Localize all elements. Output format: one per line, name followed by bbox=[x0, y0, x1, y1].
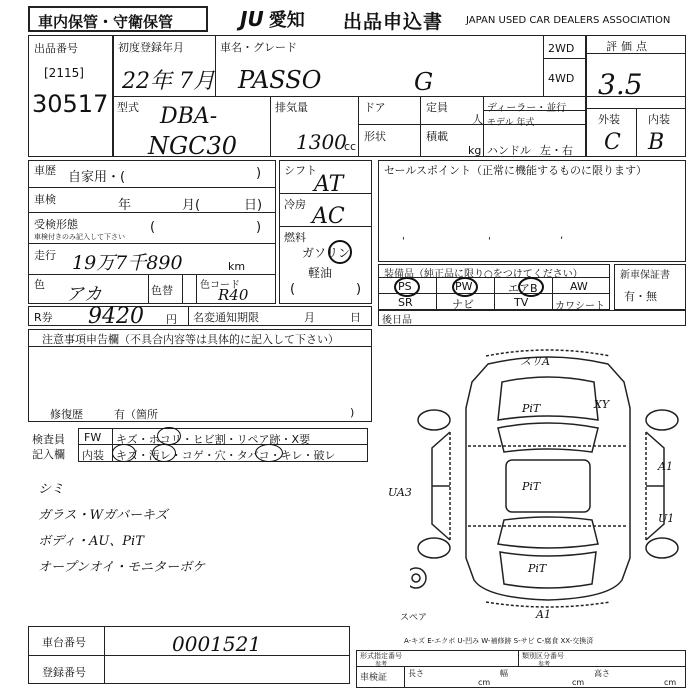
inspector-fw-items: キズ・ホコリ・ヒビ割・リペア跡・X要 bbox=[116, 433, 311, 446]
equipment-sr: SR bbox=[398, 296, 413, 309]
height-label: 高さ bbox=[594, 669, 610, 678]
model-name: PASSO bbox=[238, 66, 322, 94]
int-tobacco-circle bbox=[255, 444, 283, 462]
load-unit: kg bbox=[468, 144, 482, 157]
type-label: 型式 bbox=[117, 101, 139, 114]
pw-circle bbox=[452, 277, 478, 297]
first-registration-value: 22年 7月 bbox=[122, 69, 215, 94]
shift-value: AT bbox=[314, 172, 344, 197]
receipt-open: ( bbox=[150, 220, 156, 235]
inspector-fw-label: FW bbox=[84, 431, 102, 444]
diagram-label-hood: PiT bbox=[522, 402, 541, 415]
exterior-grade: C bbox=[604, 130, 621, 155]
storage-badge-text: 車内保管・守衛保管 bbox=[38, 13, 174, 31]
fuel-close: ) bbox=[356, 282, 362, 297]
load-label: 積載 bbox=[426, 130, 448, 143]
storage-badge bbox=[28, 6, 208, 32]
inspector-interior-label: 内装 bbox=[82, 449, 104, 462]
equipment-ps: PS bbox=[398, 280, 412, 293]
airbag-circle bbox=[518, 277, 544, 297]
name-change-label: 名変通知期限 bbox=[193, 311, 259, 324]
fuel-gasoline: ガソリン bbox=[302, 246, 351, 260]
class-designation-ref: 参考 bbox=[538, 661, 551, 668]
drive-4wd: 4WD bbox=[548, 72, 575, 85]
int-dirt-circle bbox=[152, 444, 176, 462]
inspector-note-1: シミ bbox=[38, 482, 65, 497]
history-value: 自家用・( bbox=[68, 170, 126, 185]
spare-label: スペア bbox=[400, 613, 428, 623]
diagram-label-right-1: A1 bbox=[658, 460, 673, 473]
handle-options: 左・右 bbox=[540, 144, 573, 157]
int-scratch-circle bbox=[112, 444, 136, 462]
history-label: 車歴 bbox=[34, 164, 56, 177]
length-unit: cm bbox=[478, 678, 491, 687]
diagram-label-xy: XY bbox=[594, 398, 610, 411]
shaken-year: 年 bbox=[118, 198, 132, 213]
lot-number: 30517 bbox=[32, 90, 109, 118]
mileage-label: 走行 bbox=[34, 249, 56, 262]
exterior-label: 外装 bbox=[598, 113, 620, 126]
displacement-label: 排気量 bbox=[275, 101, 308, 114]
recycle-value: 9420 bbox=[88, 304, 144, 329]
inspector-note-3: ボディ・AU、PiT bbox=[38, 534, 144, 549]
diagram-label-right-2: U1 bbox=[658, 512, 675, 525]
type-value-2: NGC30 bbox=[148, 132, 238, 160]
equipment-navi: ナビ bbox=[452, 298, 474, 311]
inspector-note-2: ガラス・Wガバーキズ bbox=[38, 508, 168, 523]
ac-label: 冷房 bbox=[284, 198, 306, 211]
repair-history-label: 修復歴 bbox=[50, 408, 83, 421]
displacement-unit: cc bbox=[344, 140, 357, 153]
color-label: 色 bbox=[34, 278, 45, 291]
equipment-label: 装備品（純正品に限り○をつけてください） bbox=[384, 269, 583, 280]
drive-2wd: 2WD bbox=[548, 42, 575, 55]
ju-logo-text: JU bbox=[240, 7, 264, 31]
sales-point-label: セールスポイント（正常に機能するものに限ります） bbox=[384, 164, 648, 177]
door-label: ドア bbox=[364, 101, 386, 114]
receipt-form-note: 車検付きのみ記入して下さい bbox=[34, 233, 125, 241]
handle-label: ハンドル bbox=[487, 144, 531, 157]
receipt-close: ) bbox=[256, 220, 262, 235]
chassis-number: 0001521 bbox=[172, 632, 262, 656]
shape-label: 形状 bbox=[364, 130, 386, 143]
vehicle-cert-label: 車検証 bbox=[360, 673, 388, 683]
recycle-label: R券 bbox=[34, 311, 53, 324]
form-title: 出品申込書 bbox=[343, 11, 444, 33]
fuel-diesel: 軽油 bbox=[308, 266, 333, 280]
lot-sub-code: [2115] bbox=[44, 66, 84, 80]
mileage-unit: km bbox=[228, 260, 246, 273]
interior-grade: B bbox=[648, 130, 665, 155]
car-damage-diagram bbox=[410, 348, 686, 610]
diagram-label-left: UA3 bbox=[388, 486, 412, 499]
warranty-label: 新車保証書 bbox=[620, 270, 670, 281]
fuel-open: ( bbox=[290, 282, 296, 297]
shaken-label: 車検 bbox=[34, 193, 56, 206]
height-unit: cm bbox=[664, 678, 677, 687]
dealer-parallel-label: ディーラー・並行 bbox=[487, 103, 567, 114]
type-designation-label: 形式指定番号 bbox=[360, 652, 402, 660]
mileage-value: 19万7千890 bbox=[72, 252, 183, 274]
diagram-label-bottom: A1 bbox=[536, 608, 551, 621]
length-label: 長さ bbox=[408, 669, 424, 678]
vehicle-cert-frame bbox=[356, 650, 686, 688]
chassis-label: 車台番号 bbox=[42, 636, 86, 649]
class-designation-label: 類別区分番号 bbox=[522, 652, 564, 660]
rating-label: 評価点 bbox=[606, 40, 651, 53]
name-change-month: 月 bbox=[304, 311, 315, 324]
color-code-value: R40 bbox=[218, 286, 249, 304]
repair-history-close: ) bbox=[350, 406, 355, 419]
model-year-label: モデル 年式 bbox=[487, 118, 535, 128]
damage-legend: A-キズ E-エクボ U-凹み W-補修跡 S-サビ C-腐食 XX-交換済 bbox=[404, 637, 594, 645]
history-close: ) bbox=[256, 166, 262, 181]
diagram-top-label: スリA bbox=[520, 355, 550, 368]
capacity-label: 定員 bbox=[426, 101, 448, 114]
fuel-label: 燃料 bbox=[284, 231, 306, 244]
diagram-label-roof: PiT bbox=[522, 480, 541, 493]
equipment-airbag: エアB bbox=[508, 282, 538, 295]
model-grade-label: 車名・グレード bbox=[220, 41, 297, 54]
association-name: JAPAN USED CAR DEALERS ASSOCIATION bbox=[466, 15, 671, 26]
equipment-pw: PW bbox=[455, 280, 473, 293]
displacement-value: 1300 bbox=[296, 130, 347, 154]
notes-label: 注意事項申告欄（不具合内容等は具体的に記入して下さい） bbox=[42, 333, 339, 346]
color-change-label: 色替 bbox=[151, 284, 173, 297]
lot-number-label: 出品番号 bbox=[34, 42, 78, 55]
fuel-gasoline-circle bbox=[328, 240, 352, 264]
type-value-1: DBA- bbox=[160, 104, 218, 129]
equipment-tv: TV bbox=[514, 296, 529, 309]
capacity-unit: 人 bbox=[472, 113, 483, 126]
inspector-note-4: オープンオイ・モニターボケ bbox=[38, 560, 206, 575]
logo-region: 愛知 bbox=[268, 10, 305, 31]
warranty-value: 有・無 bbox=[624, 290, 657, 303]
interior-label: 内装 bbox=[648, 113, 670, 126]
first-registration-label: 初度登録年月 bbox=[118, 41, 184, 54]
width-unit: cm bbox=[572, 678, 585, 687]
equipment-aw: AW bbox=[570, 280, 588, 293]
inspector-interior-items: キズ・汚レ・コゲ・穴・タバコ・キレ・破レ bbox=[116, 449, 336, 462]
width-label: 幅 bbox=[500, 669, 508, 678]
recycle-unit: 円 bbox=[166, 313, 177, 326]
shift-label: シフト bbox=[284, 164, 317, 177]
shaken-day: 日) bbox=[244, 198, 263, 213]
inspector-label-2: 記入欄 bbox=[32, 448, 65, 461]
fw-dust-circle bbox=[157, 427, 181, 445]
inspector-label-1: 検査員 bbox=[32, 433, 65, 446]
color-code-label: 色コード bbox=[200, 280, 240, 291]
diagram-label-rear: PiT bbox=[528, 562, 547, 575]
receipt-form-label: 受検形態 bbox=[34, 218, 78, 231]
after-install-frame bbox=[378, 310, 686, 326]
after-install-label: 後日品 bbox=[382, 315, 412, 326]
grade-name: G bbox=[414, 68, 434, 96]
name-change-day: 日 bbox=[350, 311, 361, 324]
rating-value: 3.5 bbox=[598, 68, 643, 101]
shaken-month: 月( bbox=[182, 198, 201, 213]
repair-history-value: 有（箇所 bbox=[114, 408, 158, 421]
ps-circle bbox=[394, 277, 420, 297]
type-designation-ref: 参考 bbox=[375, 661, 388, 668]
color-value: アカ bbox=[66, 284, 102, 305]
ac-value: AC bbox=[312, 204, 345, 229]
equipment-leather: カワシート bbox=[555, 301, 605, 312]
registration-label: 登録番号 bbox=[42, 666, 86, 679]
ju-logo bbox=[240, 6, 305, 32]
